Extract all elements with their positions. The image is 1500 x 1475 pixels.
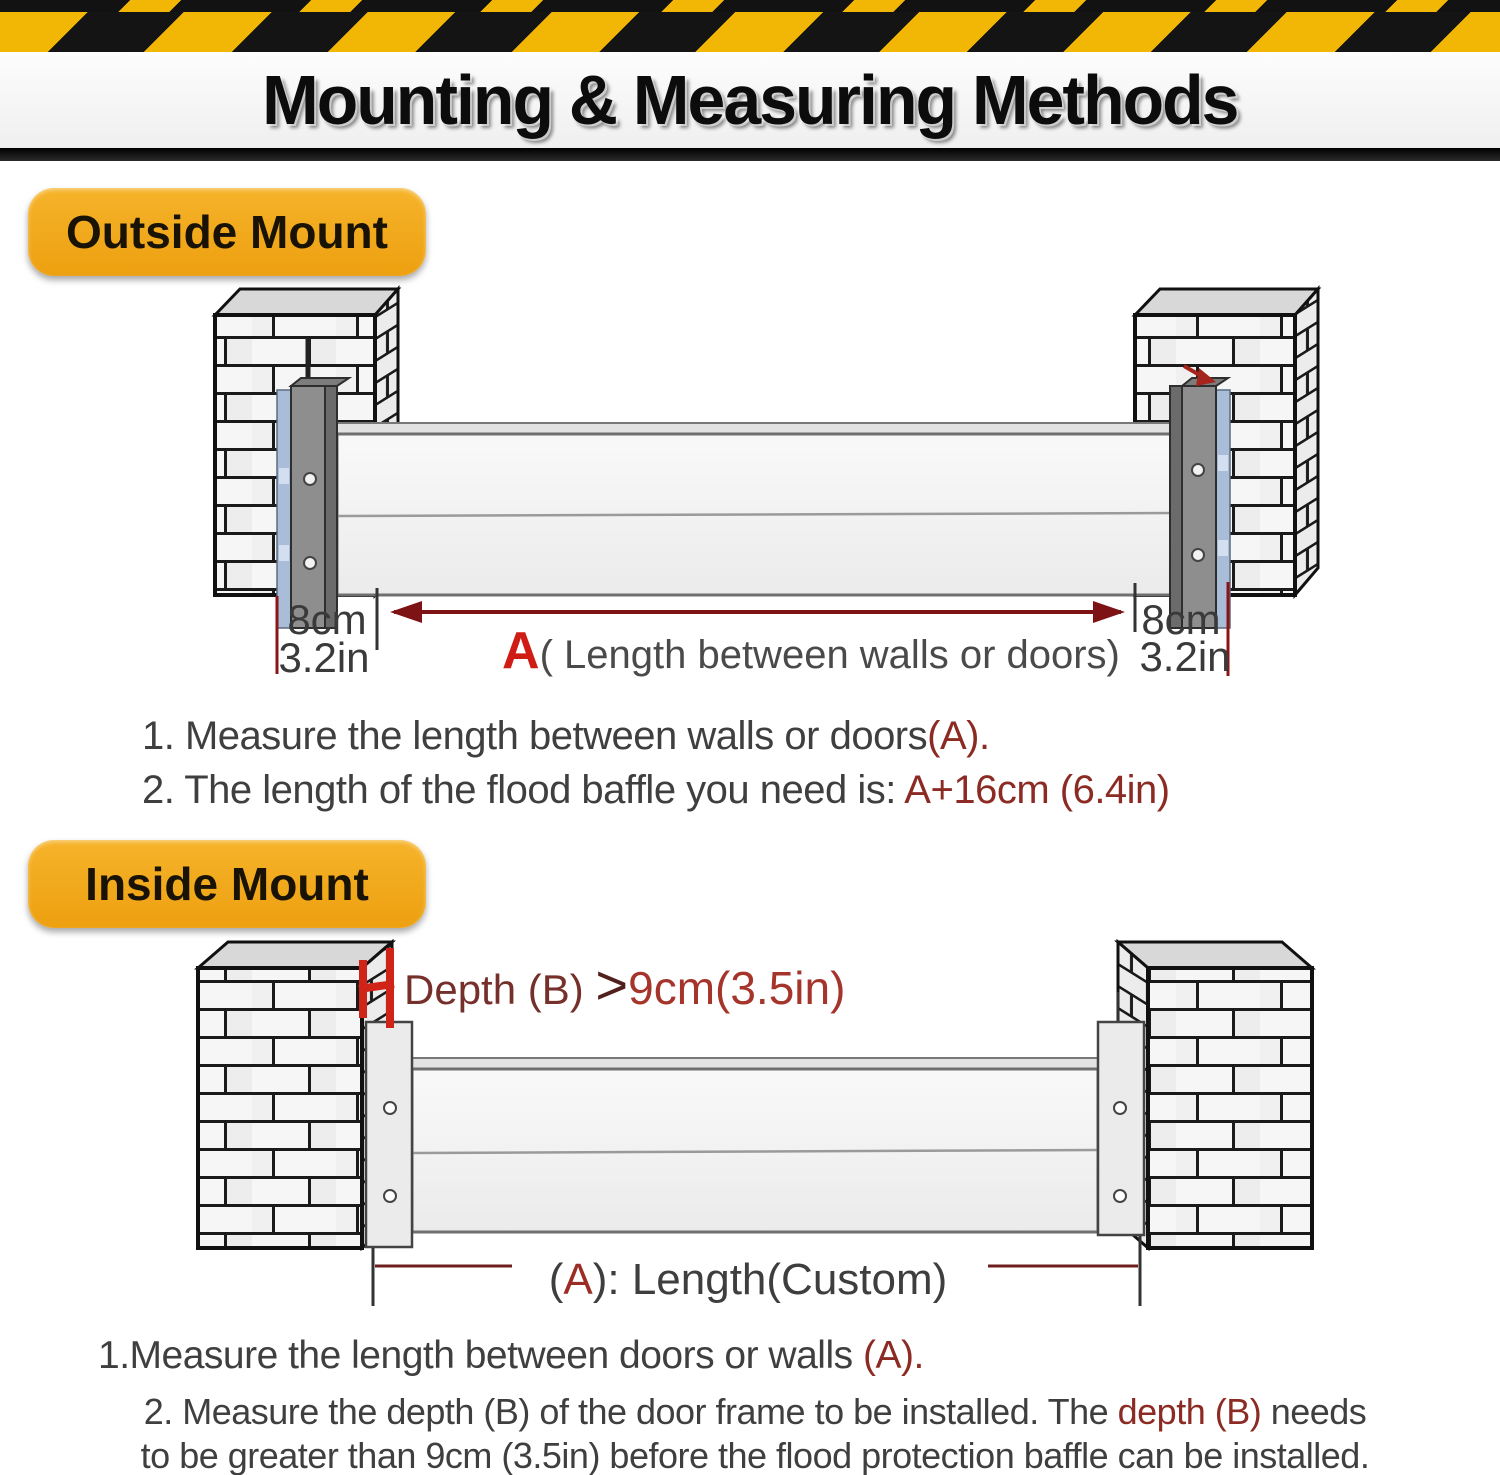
inside-step2-line1-text: 2. Measure the depth (B) of the door frame to be installed. The: [143, 1391, 1118, 1432]
hazard-stripe-band: [0, 12, 1500, 52]
outside-mount-diagram: [0, 280, 1500, 700]
length-label: [549, 1255, 948, 1304]
screw-hole: [1192, 549, 1204, 561]
outside-step-1: [142, 714, 990, 759]
screw-hole: [384, 1102, 396, 1114]
label-A: A: [502, 622, 540, 680]
inside-step-2: [50, 1390, 1460, 1475]
outside-mount-badge: [28, 188, 426, 276]
plate: [1098, 1022, 1144, 1235]
depth-indicator-crossbar: [359, 984, 394, 989]
dimension-arrowhead-right: [1093, 601, 1125, 623]
inside-step-1: [98, 1334, 924, 1378]
inside-step2-line1-suffix: needs: [1261, 1391, 1367, 1432]
inside-mount-badge: [28, 840, 426, 928]
length-rest: ): Length(Custom): [592, 1255, 948, 1304]
outside-mount-badge-label: Outside Mount: [66, 206, 388, 258]
screw-hole: [1192, 464, 1204, 476]
channel-front: [291, 386, 325, 628]
outside-step1-text: 1. Measure the length between walls or doors: [142, 714, 928, 758]
dim-right-cm: 8cm: [1141, 596, 1221, 643]
screw-hole: [1114, 1190, 1126, 1202]
pillar-top-face: [1118, 942, 1312, 968]
pillar-front-face: [1148, 968, 1312, 1248]
inside-right-brick-pillar: [1118, 942, 1312, 1248]
plate: [366, 1022, 412, 1247]
gasket-highlight: [1218, 540, 1228, 556]
screw-hole: [304, 557, 316, 569]
screw-hole: [1114, 1102, 1126, 1114]
inside-mount-diagram: [0, 935, 1500, 1340]
channel-front: [1182, 386, 1216, 628]
screw-hole: [384, 1190, 396, 1202]
length-A: A: [563, 1255, 593, 1304]
outside-step2-accent: A+16cm (6.4in): [904, 768, 1170, 812]
title-band: [0, 52, 1500, 148]
outside-dimension-annotation: [277, 582, 1231, 681]
outside-flood-barrier-panel: [337, 423, 1177, 595]
channel-side: [325, 386, 337, 628]
inside-mount-badge-label: Inside Mount: [85, 858, 369, 910]
inside-dimension-annotation: [373, 1236, 1140, 1306]
inside-step2-line1: [50, 1390, 1460, 1434]
channel-side: [1170, 386, 1182, 628]
inside-step2-line2: to be greater than 9cm (3.5in) before the flood protection baffle can be installed.: [140, 1434, 1370, 1475]
outside-step-2: [142, 768, 1170, 813]
gasket-strip: [277, 390, 291, 628]
depth-value: 9cm(3.5in): [628, 962, 846, 1014]
inside-step1-accent: (A).: [862, 1334, 924, 1377]
length-open-paren: (: [548, 1255, 564, 1304]
outside-step2-text: 2. The length of the flood baffle you need is:: [142, 768, 905, 812]
depth-label: [404, 953, 845, 1016]
dim-left-cm: 8cm: [287, 596, 367, 643]
dimension-arrow-label: [502, 622, 1120, 680]
depth-greater-than: >: [595, 953, 629, 1016]
label-rest: ( Length between walls or doors): [539, 633, 1120, 677]
channel-top-cap: [291, 378, 349, 386]
page-title: Mounting & Measuring Methods: [262, 61, 1238, 139]
gasket-highlight: [279, 545, 289, 561]
outside-step1-accent: (A).: [927, 714, 990, 758]
dim-left-in: 3.2in: [278, 634, 370, 681]
hazard-stripe-top-strip: [0, 0, 1500, 12]
inside-step1-text: 1.Measure the length between doors or walls: [98, 1334, 863, 1377]
depth-annotation: [359, 948, 845, 1028]
gasket-highlight: [1218, 455, 1228, 471]
inside-step2-line1-accent: depth (B): [1117, 1391, 1262, 1432]
gasket-highlight: [279, 468, 289, 484]
barrier-top-edge: [412, 1058, 1098, 1069]
dimension-arrowhead-left: [390, 601, 422, 623]
inside-flood-barrier-panel: [412, 1058, 1098, 1232]
outside-right-bracket: [1170, 366, 1230, 628]
pillar-top-face: [1135, 289, 1318, 315]
pillar-side-face: [1295, 289, 1318, 595]
inside-right-mounting-plate: [1098, 992, 1144, 1235]
pillar-front-face: [198, 968, 362, 1248]
barrier-top-edge: [337, 423, 1177, 434]
screw-hole: [304, 473, 316, 485]
title-divider-bar: [0, 148, 1500, 161]
depth-label-text: Depth (B): [404, 966, 596, 1013]
pillar-top-face: [215, 289, 398, 315]
dim-right-in: 3.2in: [1139, 633, 1231, 680]
